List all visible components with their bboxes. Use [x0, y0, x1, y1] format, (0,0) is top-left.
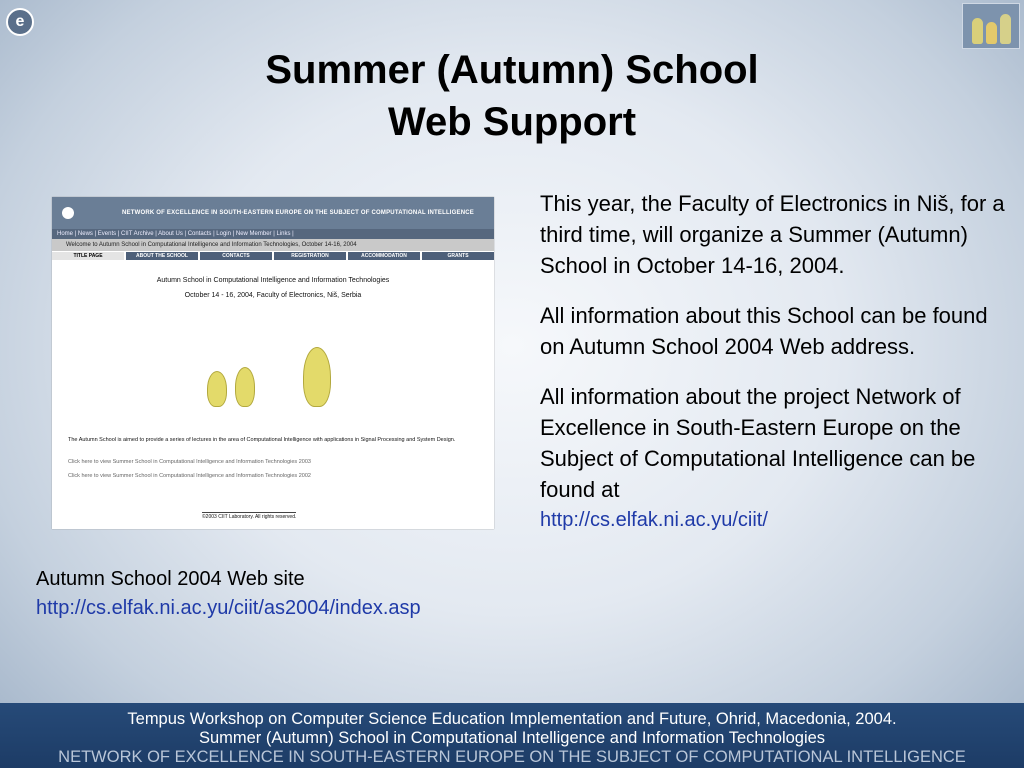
corner-logo: e [6, 8, 34, 36]
site-heading: Autumn School in Computational Intelligence and Information Technologies [156, 277, 390, 284]
paragraph-1: This year, the Faculty of Electronics in Niš, for a third time, will organize a Summer (Autumn) School in October 14-16, 2004. [540, 191, 1005, 278]
site-tab: ABOUT THE SCHOOL [126, 252, 198, 260]
caption-url-link[interactable]: http://cs.elfak.ni.ac.yu/ciit/as2004/index.asp [36, 597, 421, 619]
site-description: The Autumn School is aimed to provide a series of lectures in the area of Computational Intelligence with applications in Signal Processing and System Design. [68, 437, 456, 443]
site-footer: ©2003 CIIT Laboratory. All rights reserved. [202, 514, 297, 520]
footer-line-2: Summer (Autumn) School in Computational Intelligence and Information Technologies [198, 729, 826, 747]
site-header-title: NETWORK OF EXCELLENCE IN SOUTH-EASTERN EUROPE ON THE SUBJECT OF COMPUTATIONAL INTELLIGENCE [122, 210, 475, 216]
mascot-icon [972, 18, 983, 44]
site-nav: Home | News | Events | CIIT Archive | About Us | Contacts | Login | New Member | Links | [52, 229, 494, 239]
site-date: October 14 - 16, 2004, Faculty of Electronics, Niš, Serbia [184, 292, 362, 299]
site-tabs [52, 251, 494, 260]
caption-label: Autumn School 2004 Web site [36, 568, 305, 590]
site-tab: TITLE PAGE [52, 252, 124, 260]
mascot-icon [303, 347, 331, 407]
slide-title [0, 44, 1024, 148]
site-welcome: Welcome to Autumn School in Computational Intelligence and Information Technologies, October 14-16, 2004 [52, 239, 494, 251]
paragraph-2: All information about this School can be found on Autumn School 2004 Web address. [540, 303, 988, 359]
site-tab: ACCOMMODATION [348, 252, 420, 260]
project-url-link[interactable]: http://cs.elfak.ni.ac.yu/ciit/ [540, 509, 768, 531]
site-link-2003: Click here to view Summer School in Computational Intelligence and Information Technologies 2003 [68, 459, 311, 465]
slide-title-line2: Web Support [387, 100, 637, 144]
website-screenshot [52, 197, 494, 529]
site-link-2002: Click here to view Summer School in Computational Intelligence and Information Technologies 2002 [68, 473, 311, 479]
slide-title-line1: Summer (Autumn) School [265, 48, 759, 92]
slide-footer [0, 703, 1024, 768]
site-tab: GRANTS [422, 252, 494, 260]
footer-line-3: NETWORK OF EXCELLENCE IN SOUTH-EASTERN EUROPE ON THE SUBJECT OF COMPUTATIONAL INTELLIGENCE [58, 748, 966, 766]
site-tab: CONTACTS [200, 252, 272, 260]
mascot-icon [986, 22, 997, 44]
site-logo-icon [62, 207, 74, 219]
site-mascots [207, 347, 347, 407]
site-tab: REGISTRATION [274, 252, 346, 260]
paragraph-3: All information about the project Network of Excellence in South-Eastern Europe on the Subject of Computational Intelligence can be found at [540, 384, 976, 502]
mascot-icon [1000, 14, 1011, 44]
footer-line-1: Tempus Workshop on Computer Science Education Implementation and Future, Ohrid, Macedonia, 2004. [127, 710, 897, 728]
mascot-icon [207, 371, 227, 407]
site-header [52, 197, 494, 229]
corner-mascot-image [962, 3, 1020, 49]
screenshot-caption [36, 565, 421, 623]
mascot-icon [235, 367, 255, 407]
body-text [540, 188, 1010, 536]
